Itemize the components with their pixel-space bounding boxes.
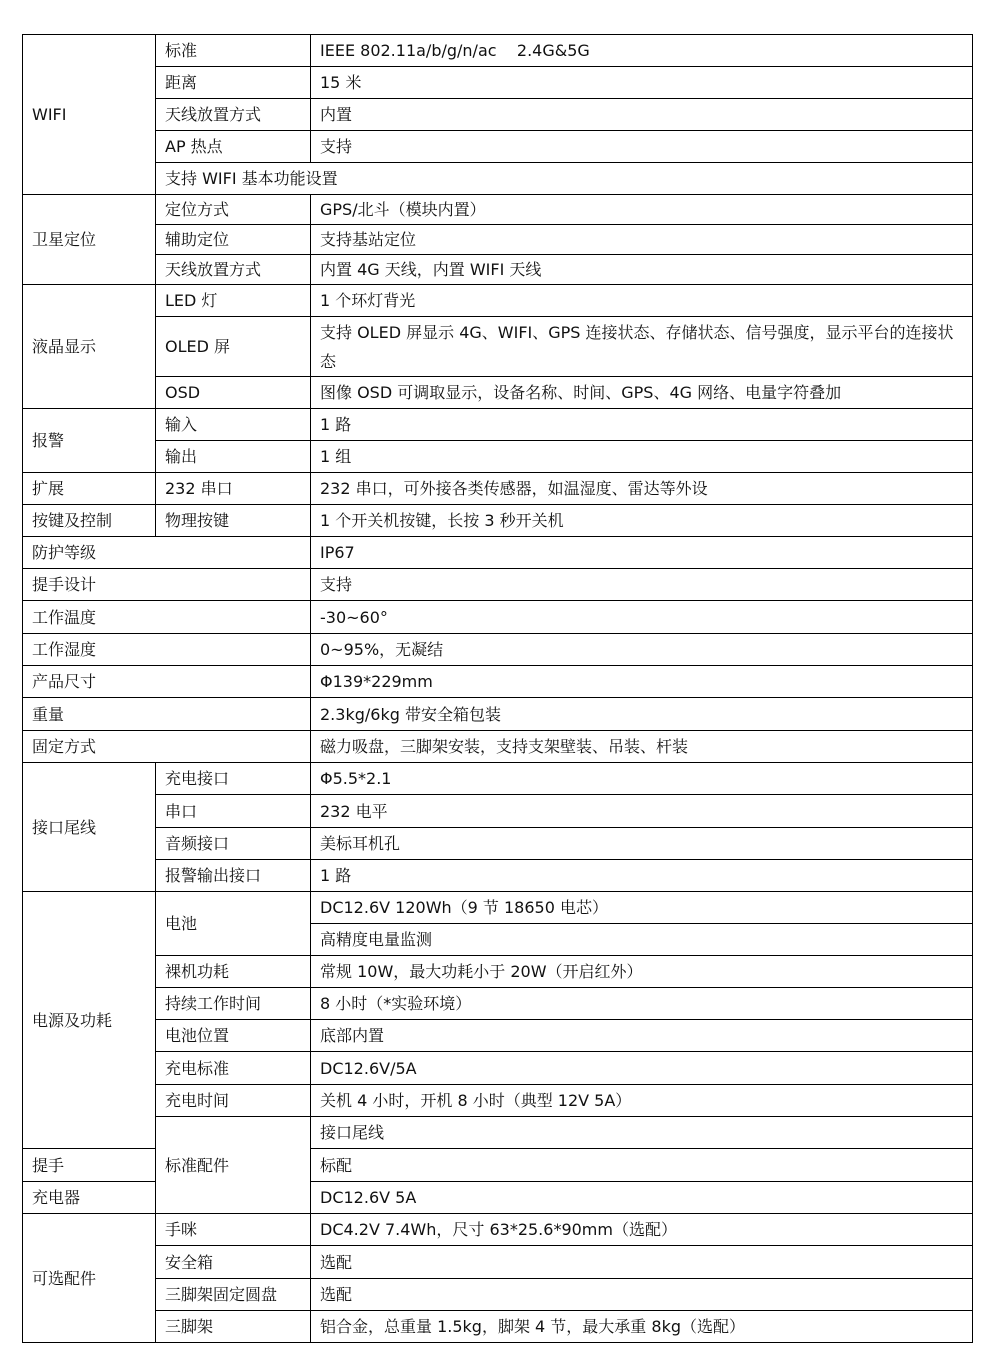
category-cell: 产品尺寸 [23, 666, 311, 698]
category-cell: 液晶显示 [23, 285, 156, 409]
value-cell: IEEE 802.11a/b/g/n/ac 2.4G&5G [311, 35, 973, 67]
table-row [23, 634, 973, 666]
table-row [23, 860, 973, 892]
table-row [23, 317, 973, 377]
table-row [23, 601, 973, 634]
value-cell: 1 组 [311, 441, 973, 473]
category-cell: 提手设计 [23, 569, 311, 601]
table-row [23, 195, 973, 225]
item-cell: 定位方式 [156, 195, 311, 225]
category-cell: 扩展 [23, 473, 156, 505]
item-cell: 报警输出接口 [156, 860, 311, 892]
table-row [23, 795, 973, 828]
value-cell: 高精度电量监测 [311, 924, 973, 956]
table-row [23, 1279, 973, 1311]
value-cell: Φ5.5*2.1 [311, 763, 973, 795]
value-cell: 磁力吸盘，三脚架安装，支持支架壁装、吊装、杆装 [311, 731, 973, 763]
value-cell: 支持 OLED 屏显示 4G、WIFI、GPS 连接状态、存储状态、信号强度，显示平台的连接状态 [311, 317, 973, 377]
item-cell: 音频接口 [156, 828, 311, 860]
item-cell: 电池 [156, 892, 311, 956]
item-cell: 接口尾线 [311, 1117, 973, 1149]
value-cell: 1 路 [311, 860, 973, 892]
value-cell: DC4.2V 7.4Wh，尺寸 63*25.6*90mm（选配） [311, 1214, 973, 1246]
value-cell: 支持基站定位 [311, 225, 973, 255]
value-cell: 常规 10W，最大功耗小于 20W（开启红外） [311, 956, 973, 988]
item-cell: 串口 [156, 795, 311, 828]
item-cell: 辅助定位 [156, 225, 311, 255]
value-cell: 标配 [311, 1149, 973, 1182]
value-cell: 232 电平 [311, 795, 973, 828]
table-row [23, 441, 973, 473]
value-cell: 内置 4G 天线，内置 WIFI 天线 [311, 255, 973, 285]
table-row [23, 67, 973, 99]
table-row [23, 731, 973, 763]
table-row [23, 35, 973, 67]
item-cell: 标准 [156, 35, 311, 67]
table-row [23, 377, 973, 409]
table-row [23, 763, 973, 795]
item-cell: OSD [156, 377, 311, 409]
value-cell: 图像 OSD 可调取显示，设备名称、时间、GPS、4G 网络、电量字符叠加 [311, 377, 973, 409]
item-cell: 安全箱 [156, 1246, 311, 1279]
table-row [23, 163, 973, 195]
table-row [23, 505, 973, 537]
item-cell: 输出 [156, 441, 311, 473]
item-cell: 三脚架固定圆盘 [156, 1279, 311, 1311]
category-cell: 工作湿度 [23, 634, 311, 666]
category-cell: 接口尾线 [23, 763, 156, 892]
table-row [23, 892, 973, 924]
item-cell: AP 热点 [156, 131, 311, 163]
value-cell: 0~95%，无凝结 [311, 634, 973, 666]
item-cell: 充电标准 [156, 1052, 311, 1085]
value-cell: GPS/北斗（模块内置） [311, 195, 973, 225]
value-cell: 选配 [311, 1246, 973, 1279]
value-cell: 1 路 [311, 409, 973, 441]
item-cell: 物理按键 [156, 505, 311, 537]
item-cell: 充电接口 [156, 763, 311, 795]
value-cell: 底部内置 [311, 1020, 973, 1052]
table-row [23, 285, 973, 317]
table-row [23, 1246, 973, 1279]
value-cell: DC12.6V 5A [311, 1182, 973, 1214]
value-cell: 8 小时（*实验环境） [311, 988, 973, 1020]
table-row [23, 537, 973, 569]
category-cell: 可选配件 [23, 1214, 156, 1343]
item-cell: OLED 屏 [156, 317, 311, 377]
table-row [23, 698, 973, 731]
table-row [23, 1117, 973, 1149]
table-row [23, 569, 973, 601]
value-cell: 2.3kg/6kg 带安全箱包装 [311, 698, 973, 731]
item-cell: 输入 [156, 409, 311, 441]
item-cell: 手咪 [156, 1214, 311, 1246]
table-row [23, 473, 973, 505]
table-row [23, 99, 973, 131]
table-row [23, 1214, 973, 1246]
table-row [23, 1085, 973, 1117]
value-cell: 1 个环灯背光 [311, 285, 973, 317]
value-cell: 支持 [311, 131, 973, 163]
item-cell: 充电器 [23, 1182, 156, 1214]
table-row [23, 988, 973, 1020]
table-row [23, 1020, 973, 1052]
item-cell: 232 串口 [156, 473, 311, 505]
value-cell: 支持 [311, 569, 973, 601]
category-cell: 固定方式 [23, 731, 311, 763]
table-row [23, 1311, 973, 1343]
value-cell: 关机 4 小时，开机 8 小时（典型 12V 5A） [311, 1085, 973, 1117]
spec-table [22, 34, 973, 1343]
value-cell: IP67 [311, 537, 973, 569]
table-row [23, 255, 973, 285]
value-cell: 选配 [311, 1279, 973, 1311]
item-cell: 裸机功耗 [156, 956, 311, 988]
table-row [23, 666, 973, 698]
item-cell: 持续工作时间 [156, 988, 311, 1020]
value-cell: 1 个开关机按键，长按 3 秒开关机 [311, 505, 973, 537]
value-cell: DC12.6V/5A [311, 1052, 973, 1085]
category-cell: 报警 [23, 409, 156, 473]
table-row [23, 828, 973, 860]
item-cell: 距离 [156, 67, 311, 99]
category-cell: 工作温度 [23, 601, 311, 634]
value-cell: 美标耳机孔 [311, 828, 973, 860]
item-cell: 充电时间 [156, 1085, 311, 1117]
table-row [23, 225, 973, 255]
value-cell: -30~60° [311, 601, 973, 634]
item-cell: 三脚架 [156, 1311, 311, 1343]
value-cell: DC12.6V 120Wh（9 节 18650 电芯） [311, 892, 973, 924]
category-cell: 按键及控制 [23, 505, 156, 537]
value-cell: 15 米 [311, 67, 973, 99]
item-cell: 天线放置方式 [156, 99, 311, 131]
item-cell: 提手 [23, 1149, 156, 1182]
value-cell: 内置 [311, 99, 973, 131]
category-cell: 重量 [23, 698, 311, 731]
category-cell: 防护等级 [23, 537, 311, 569]
table-row [23, 1052, 973, 1085]
item-cell: 支持 WIFI 基本功能设置 [156, 163, 973, 195]
value-cell: 232 串口，可外接各类传感器，如温湿度、雷达等外设 [311, 473, 973, 505]
item-cell: 天线放置方式 [156, 255, 311, 285]
item-cell: 电池位置 [156, 1020, 311, 1052]
value-cell: Φ139*229mm [311, 666, 973, 698]
value-cell: 铝合金，总重量 1.5kg，脚架 4 节，最大承重 8kg（选配） [311, 1311, 973, 1343]
table-row [23, 409, 973, 441]
category-cell: 电源及功耗 [23, 892, 156, 1149]
table-row [23, 131, 973, 163]
item-cell: LED 灯 [156, 285, 311, 317]
table-row [23, 956, 973, 988]
category-cell: WIFI [23, 35, 156, 195]
category-cell: 标准配件 [156, 1117, 311, 1214]
category-cell: 卫星定位 [23, 195, 156, 285]
